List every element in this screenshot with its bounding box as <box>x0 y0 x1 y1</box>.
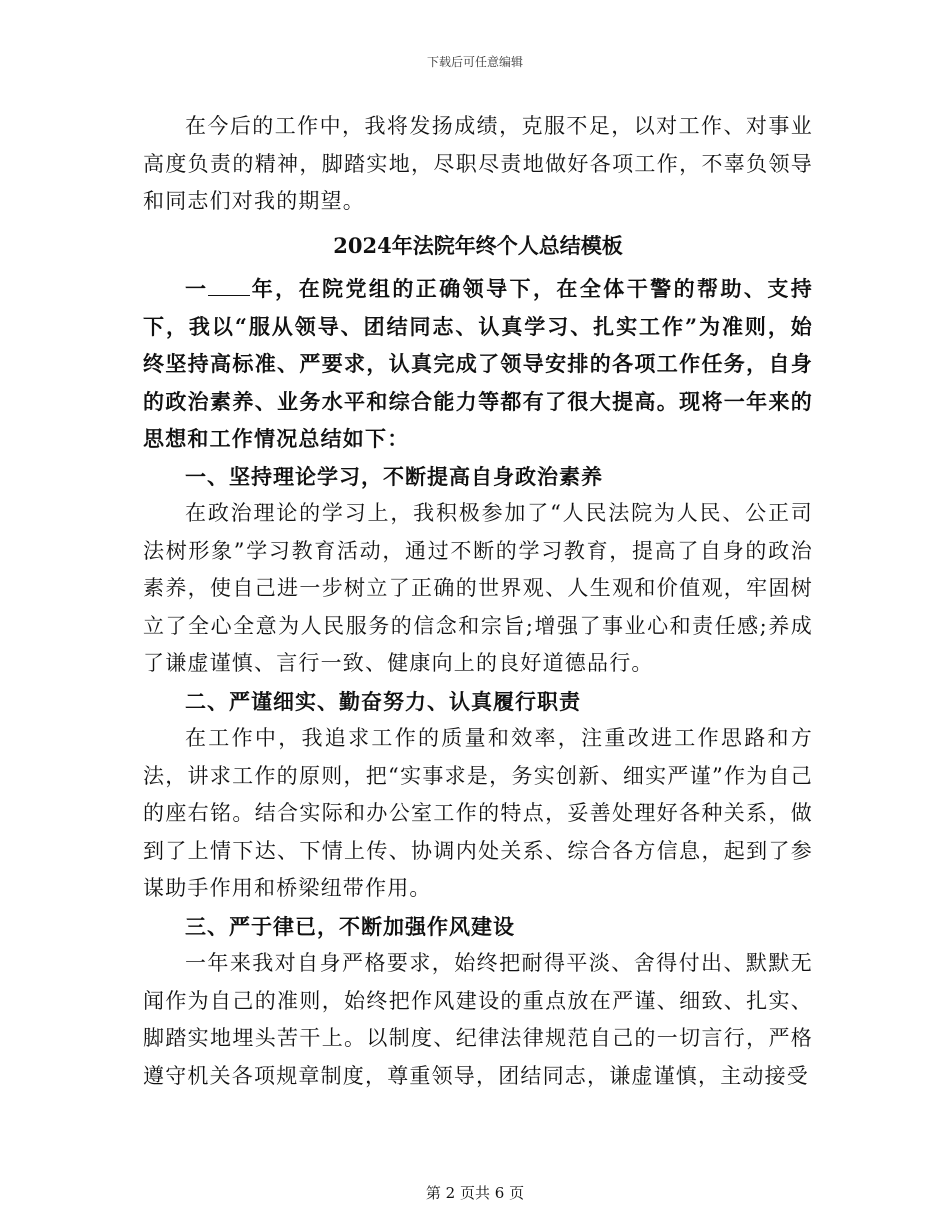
section-heading-3: 三、严于律已，不断加强作风建设 <box>185 913 515 939</box>
page-header: 下载后可任意编辑 <box>426 55 523 69</box>
section-heading-2: 二、严谨细实、勤奋努力、认真履行职责 <box>185 688 581 714</box>
section-heading-1: 一、坚持理论学习，不断提高自身政治素养 <box>185 463 603 489</box>
section-body-3: 一年来我对自身严格要求，始终把耐得平淡、舍得付出、默默无闻作为自己的准则，始终把作风建设的重点放在严谨、细致、扎实、脚踏实地埋头苦干上。以制度、纪律法律规范自己的一切言行，严格遵守机关各项规章制度，尊重领导，团结同志，谦虚谨慎，主动接受 <box>143 951 813 1088</box>
document-body <box>143 108 813 1095</box>
document-title: 2024年法院年终个人总结模板 <box>333 232 623 258</box>
intro-paragraph <box>143 270 813 458</box>
lead-paragraph: 在今后的工作中，我将发扬成绩，克服不足，以对工作、对事业高度负责的精神，脚踏实地，尽职尽责地做好各项工作，不辜负领导和同志们对我的期望。 <box>143 114 813 213</box>
intro-body: 年，在院党组的正确领导下，在全体干警的帮助、支持下，我以“服从领导、团结同志、认真学习、扎实工作”为准则，始终坚持高标准、严要求，认真完成了领导安排的各项工作任务，自身的政治素养、业务水平和综合能力等都有了很大提高。现将一年来的思想和工作情况总结如下： <box>143 276 813 451</box>
intro-prefix: 一 <box>185 276 209 301</box>
section-body-2: 在工作中，我追求工作的质量和效率，注重改进工作思路和方法，讲求工作的原则，把“实事求是，务实创新、细实严谨”作为自己的座右铭。结合实际和办公室工作的特点，妥善处理好各种关系，做到了上情下达、下情上传、协调内处关系、综合各方信息，起到了参谋助手作用和桥梁纽带作用。 <box>143 726 813 900</box>
section-body-1: 在政治理论的学习上，我积极参加了“人民法院为人民、公正司法树形象”学习教育活动，通过不断的学习教育，提高了自身的政治素养，使自己进一步树立了正确的世界观、人生观和价值观，牢固树立了全心全意为人民服务的信念和宗旨;增强了事业心和责任感;养成了谦虚谨慎、言行一致、健康向上的良好道德品行。 <box>143 501 813 675</box>
fill-in-blank <box>208 275 250 296</box>
page-footer: 第 2 页共 6 页 <box>425 1184 525 1202</box>
